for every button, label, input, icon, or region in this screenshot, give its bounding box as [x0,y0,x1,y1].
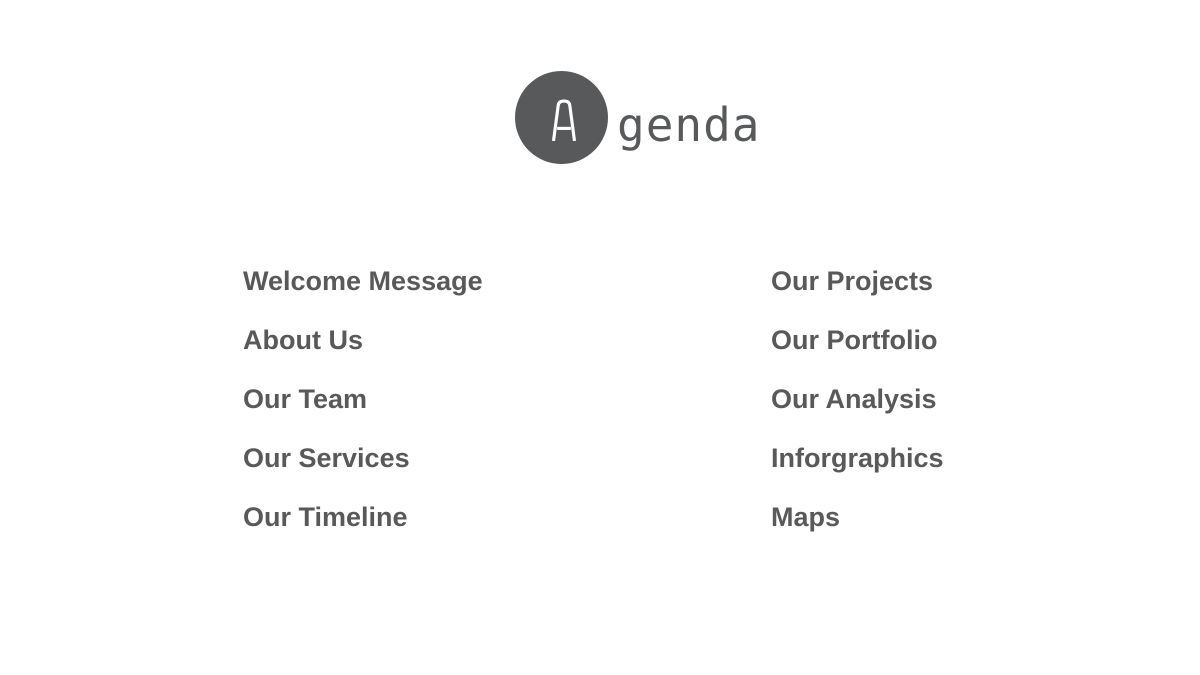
agenda-item: Maps [771,502,841,532]
agenda-item: Our Analysis [771,384,937,414]
agenda-item: Our Portfolio [771,325,938,355]
agenda-item: Inforgraphics [771,443,944,473]
logo-wordmark: genda [617,97,761,152]
letter-a-icon [548,99,580,141]
agenda-item: Our Services [243,443,410,473]
agenda-item: Our Projects [771,266,934,296]
agenda-column-right [771,268,1191,531]
agenda-logo [515,71,760,164]
agenda-item: Our Team [243,384,368,414]
agenda-item: Our Timeline [243,502,408,532]
agenda-item: Welcome Message [243,266,483,296]
logo-circle [515,71,608,164]
agenda-item: About Us [243,325,363,355]
agenda-column-left [243,268,663,531]
